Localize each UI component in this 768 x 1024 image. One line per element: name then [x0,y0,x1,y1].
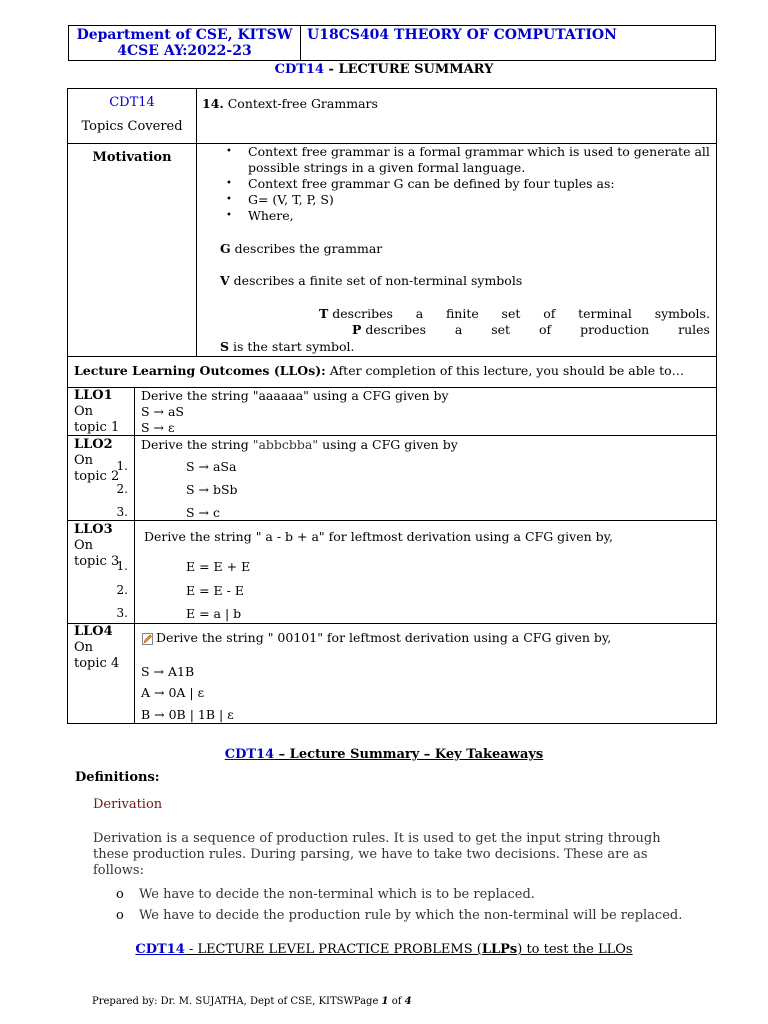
motivation-bullets [220,144,712,224]
footer [92,996,412,1007]
term-v: V [220,273,230,288]
llo-id: LLO3 [74,522,113,537]
llo-topic: topic 1 [74,420,120,435]
course-title: U18CS404 THEORY OF COMPUTATION [307,27,617,43]
topic-name: Context-free Grammars [223,96,378,111]
llo-on: On [74,404,94,419]
desc-p-word: rules [678,322,710,337]
llo-on: On [74,640,94,655]
desc-p-word: production [580,322,650,337]
llo-topic: topic 4 [74,656,120,671]
motivation-bullet: • Context free grammar G can be defined by four tuples as: [220,176,712,192]
takeaways-title: – Lecture Summary – Key Takeaways [274,747,544,762]
desc-t-word: set [501,306,521,321]
desc-s: is the start symbol. [229,339,355,354]
takeaway-point: We have to decide the production rule by which the non-terminal will be replaced. [139,908,683,923]
grammar-rule: A → 0A | ε [141,685,205,700]
takeaways-code: CDT14 [224,747,275,762]
llo-topic: topic 2 [74,469,120,484]
subtitle-code: CDT14 [274,62,324,77]
bullet-circle-icon: o [116,887,124,902]
llo1-label [74,388,119,436]
grammar-rule: S → c [186,505,220,520]
grammar-rule: S → A1B [141,664,195,679]
llo-topic: topic 3 [74,554,120,569]
grammar-rule: E = E - E [186,583,244,598]
takeaways-heading [0,747,768,763]
llo-header-text: After completion of this lecture, you should be able to… [325,363,685,378]
row-divider [67,356,717,357]
term-s: S [220,339,230,354]
motivation-bullet: • Context free grammar is a formal grammar which is used to generate all possible strings in a given formal language. [220,144,712,176]
column-divider [196,88,197,356]
rule-number: 3. [116,505,128,519]
rule-number: 2. [116,482,128,496]
footer-page-total: 4 [404,996,412,1007]
practice-abbr: LLPs [481,942,518,957]
motivation-label: Motivation [92,150,172,165]
llo-id: LLO2 [74,437,113,452]
desc-p-word: describes [361,322,426,337]
pencil-edit-icon [142,630,153,642]
llo-id: LLO1 [74,388,113,403]
definition-term: Derivation [93,797,163,812]
footer-prepared: Prepared by: Dr. M. SUJATHA, Dept of CSE, KITSW [92,996,354,1007]
term-g: G [220,241,231,256]
desc-v: describes a finite set of non-terminal symbols [229,273,523,288]
topic-title [202,96,378,112]
motivation-bullet: • Where, [220,208,712,224]
topics-code: CDT14 [109,95,155,110]
department-cell [69,26,301,61]
llo-header [74,363,684,379]
department-name: Department of CSE, KITSW [76,27,293,43]
desc-p-word: of [539,322,552,337]
footer-page-word: Page [353,996,382,1007]
grammar-rule: B → 0B | 1B | ε [141,707,234,722]
llo-id: LLO4 [74,624,113,639]
topic-number: 14. [202,96,224,111]
llo1-content [141,388,449,436]
desc-t-word: terminal [578,306,632,321]
desc-t-word: symbols. [654,306,710,321]
grammar-rule: E = a | b [186,606,242,621]
definition-t [319,306,710,322]
definition-paragraph: Derivation is a sequence of production rules. It is used to get the input string through these production rules. During parsing, we have to take two decisions. These are as follows: [93,831,661,878]
llo-statement [141,437,458,453]
llo-statement-pre: Derive the string [141,437,253,452]
takeaway-point: We have to decide the non-terminal which is to be replaced. [139,887,535,902]
term-p: P [352,322,362,337]
page-subtitle [0,62,768,77]
practice-pre: - LECTURE LEVEL PRACTICE PROBLEMS ( [184,942,482,957]
definitions-label: Definitions: [75,770,160,785]
llo-statement-string: "abbcbba" [252,437,319,452]
llo-on: On [74,453,94,468]
desc-t-word: a [415,306,424,321]
motivation-bullet: • G= (V, T, P, S) [220,192,712,208]
row-divider [67,520,717,521]
rule-number: 3. [116,606,128,620]
term-t: T [319,306,329,321]
desc-t-word: finite [445,306,479,321]
llo-statement-post: using a CFG given by [318,437,458,452]
subtitle-text: - LECTURE SUMMARY [324,62,494,77]
definition-g [220,241,382,257]
rule-number: 1. [116,459,128,473]
bullet-circle-icon: o [116,908,124,923]
grammar-rule: E = E + E [186,559,251,574]
footer-page-number: 1 [381,996,389,1007]
column-divider [134,387,135,724]
grammar-rule: S → aSa [186,459,237,474]
rule-number: 1. [116,559,128,573]
desc-p-word: set [491,322,511,337]
practice-code: CDT14 [135,942,185,957]
llo-header-label: Lecture Learning Outcomes (LLOs): [74,363,326,378]
definition-s [220,339,355,355]
llo4-label [74,624,119,672]
academic-year: 4CSE AY:2022-23 [117,43,252,59]
row-divider [67,623,717,624]
definition-v [220,273,522,289]
footer-of-word: of [388,996,405,1007]
practice-heading [0,942,768,958]
llo-statement: Derive the string " 00101" for leftmost derivation using a CFG given by, [156,630,612,645]
grammar-rule: S → bSb [186,482,238,497]
desc-t-word: of [543,306,556,321]
practice-post: ) to test the LLOs [517,942,633,957]
grammar-rule: S → ε [141,420,175,435]
desc-g: describes the grammar [230,241,383,256]
desc-p-word: a [454,322,463,337]
llo-statement: Derive the string " a - b + a" for leftmost derivation using a CFG given by, [144,529,614,544]
topics-label: Topics Covered [81,119,183,134]
desc-t-word: describes [328,306,393,321]
llo-statement: Derive the string "aaaaaa" using a CFG given by [141,388,449,403]
rule-number: 2. [116,583,128,597]
llo-on: On [74,538,94,553]
definition-p [352,322,710,338]
grammar-rule: S → aS [141,404,184,419]
header-box [68,25,716,61]
